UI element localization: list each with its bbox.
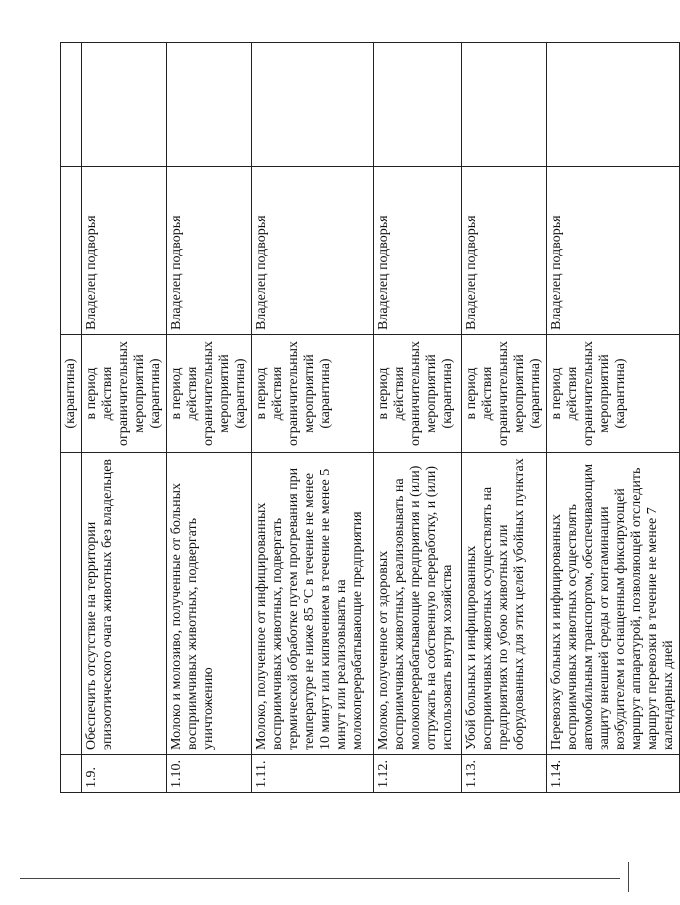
table-cell-term: в период действия ограничительных мероприятий (карантина) bbox=[547, 335, 680, 453]
measures-table bbox=[60, 42, 680, 793]
table-row bbox=[547, 43, 680, 793]
table-cell-action: Молоко, полученное от инфицированных восприимчивых животных, подвергать термической обработке путем прогревания при температуре не ниже 85 °С в течение не менее 10 минут или кипячением в течение не менее 5 минут или реализовывать на молокоперерабатывающие предприятия bbox=[252, 453, 374, 755]
table-cell-num: 1.11. bbox=[252, 755, 374, 793]
table-cell-extra bbox=[547, 43, 680, 167]
table-cell-extra bbox=[252, 43, 374, 167]
page-edge-line bbox=[20, 878, 620, 879]
rotated-table-container bbox=[60, 43, 676, 793]
table-cell-num: 1.14. bbox=[547, 755, 680, 793]
table-cell-term: в период действия ограничительных мероприятий (карантина) bbox=[167, 335, 252, 453]
table-cell-num: 1.12. bbox=[374, 755, 462, 793]
table-cell-action bbox=[61, 453, 82, 755]
table-cell-action: Молоко и молозиво, полученные от больных восприимчивых животных, подвергать уничтожению bbox=[167, 453, 252, 755]
table-cell-term: в период действия ограничительных мероприятий (карантина) bbox=[462, 335, 547, 453]
table-cell-term: в период действия ограничительных мероприятий (карантина) bbox=[252, 335, 374, 453]
table-cell-responsible: Владелец подворья bbox=[462, 167, 547, 335]
table-cell-responsible: Владелец подворья bbox=[252, 167, 374, 335]
table-cell-extra bbox=[462, 43, 547, 167]
table-row bbox=[252, 43, 374, 793]
table-cell-num bbox=[61, 755, 82, 793]
table-cell-num: 1.9. bbox=[82, 755, 167, 793]
table-cell-action: Обеспечить отсутствие на территории эпизоотического очага животных без владельцев bbox=[82, 453, 167, 755]
table-cell-action: Молоко, полученное от здоровых восприимчивых животных, реализовывать на молокоперерабатывающие предприятия и (или) отгружать на собственную переработку, и (или) использовать внутри хозяйства bbox=[374, 453, 462, 755]
table-row-carryover bbox=[61, 43, 82, 793]
table-cell-responsible: Владелец подворья bbox=[167, 167, 252, 335]
table-cell-term: (карантина) bbox=[61, 335, 82, 453]
table-cell-responsible: Владелец подворья bbox=[82, 167, 167, 335]
table-cell-extra bbox=[61, 43, 82, 167]
table-cell-term: в период действия ограничительных мероприятий (карантина) bbox=[82, 335, 167, 453]
table-row bbox=[167, 43, 252, 793]
table-cell-num: 1.10. bbox=[167, 755, 252, 793]
table-row bbox=[374, 43, 462, 793]
table-cell-responsible bbox=[61, 167, 82, 335]
table-row bbox=[82, 43, 167, 793]
table-cell-extra bbox=[167, 43, 252, 167]
table-cell-extra bbox=[374, 43, 462, 167]
table-cell-num: 1.13. bbox=[462, 755, 547, 793]
table-cell-responsible: Владелец подворья bbox=[547, 167, 680, 335]
table-cell-term: в период действия ограничительных мероприятий (карантина) bbox=[374, 335, 462, 453]
table-cell-action: Убой больных и инфицированных восприимчивых животных осуществлять на предприятиях по убою животных или оборудованных для этих целей убойных пунктах bbox=[462, 453, 547, 755]
table-row bbox=[462, 43, 547, 793]
table-cell-action: Перевозку больных и инфицированных восприимчивых животных осуществлять автомобильным транспортом, обеспечивающим защиту внешней среды от контаминации возбудителем и оснащенным фиксирующей маршрут аппаратурой, позволяющей отследить маршрут перевозки в течение не менее 7 календарных дней bbox=[547, 453, 680, 755]
table-cell-extra bbox=[82, 43, 167, 167]
page-corner-mark bbox=[628, 862, 629, 892]
table-cell-responsible: Владелец подворья bbox=[374, 167, 462, 335]
